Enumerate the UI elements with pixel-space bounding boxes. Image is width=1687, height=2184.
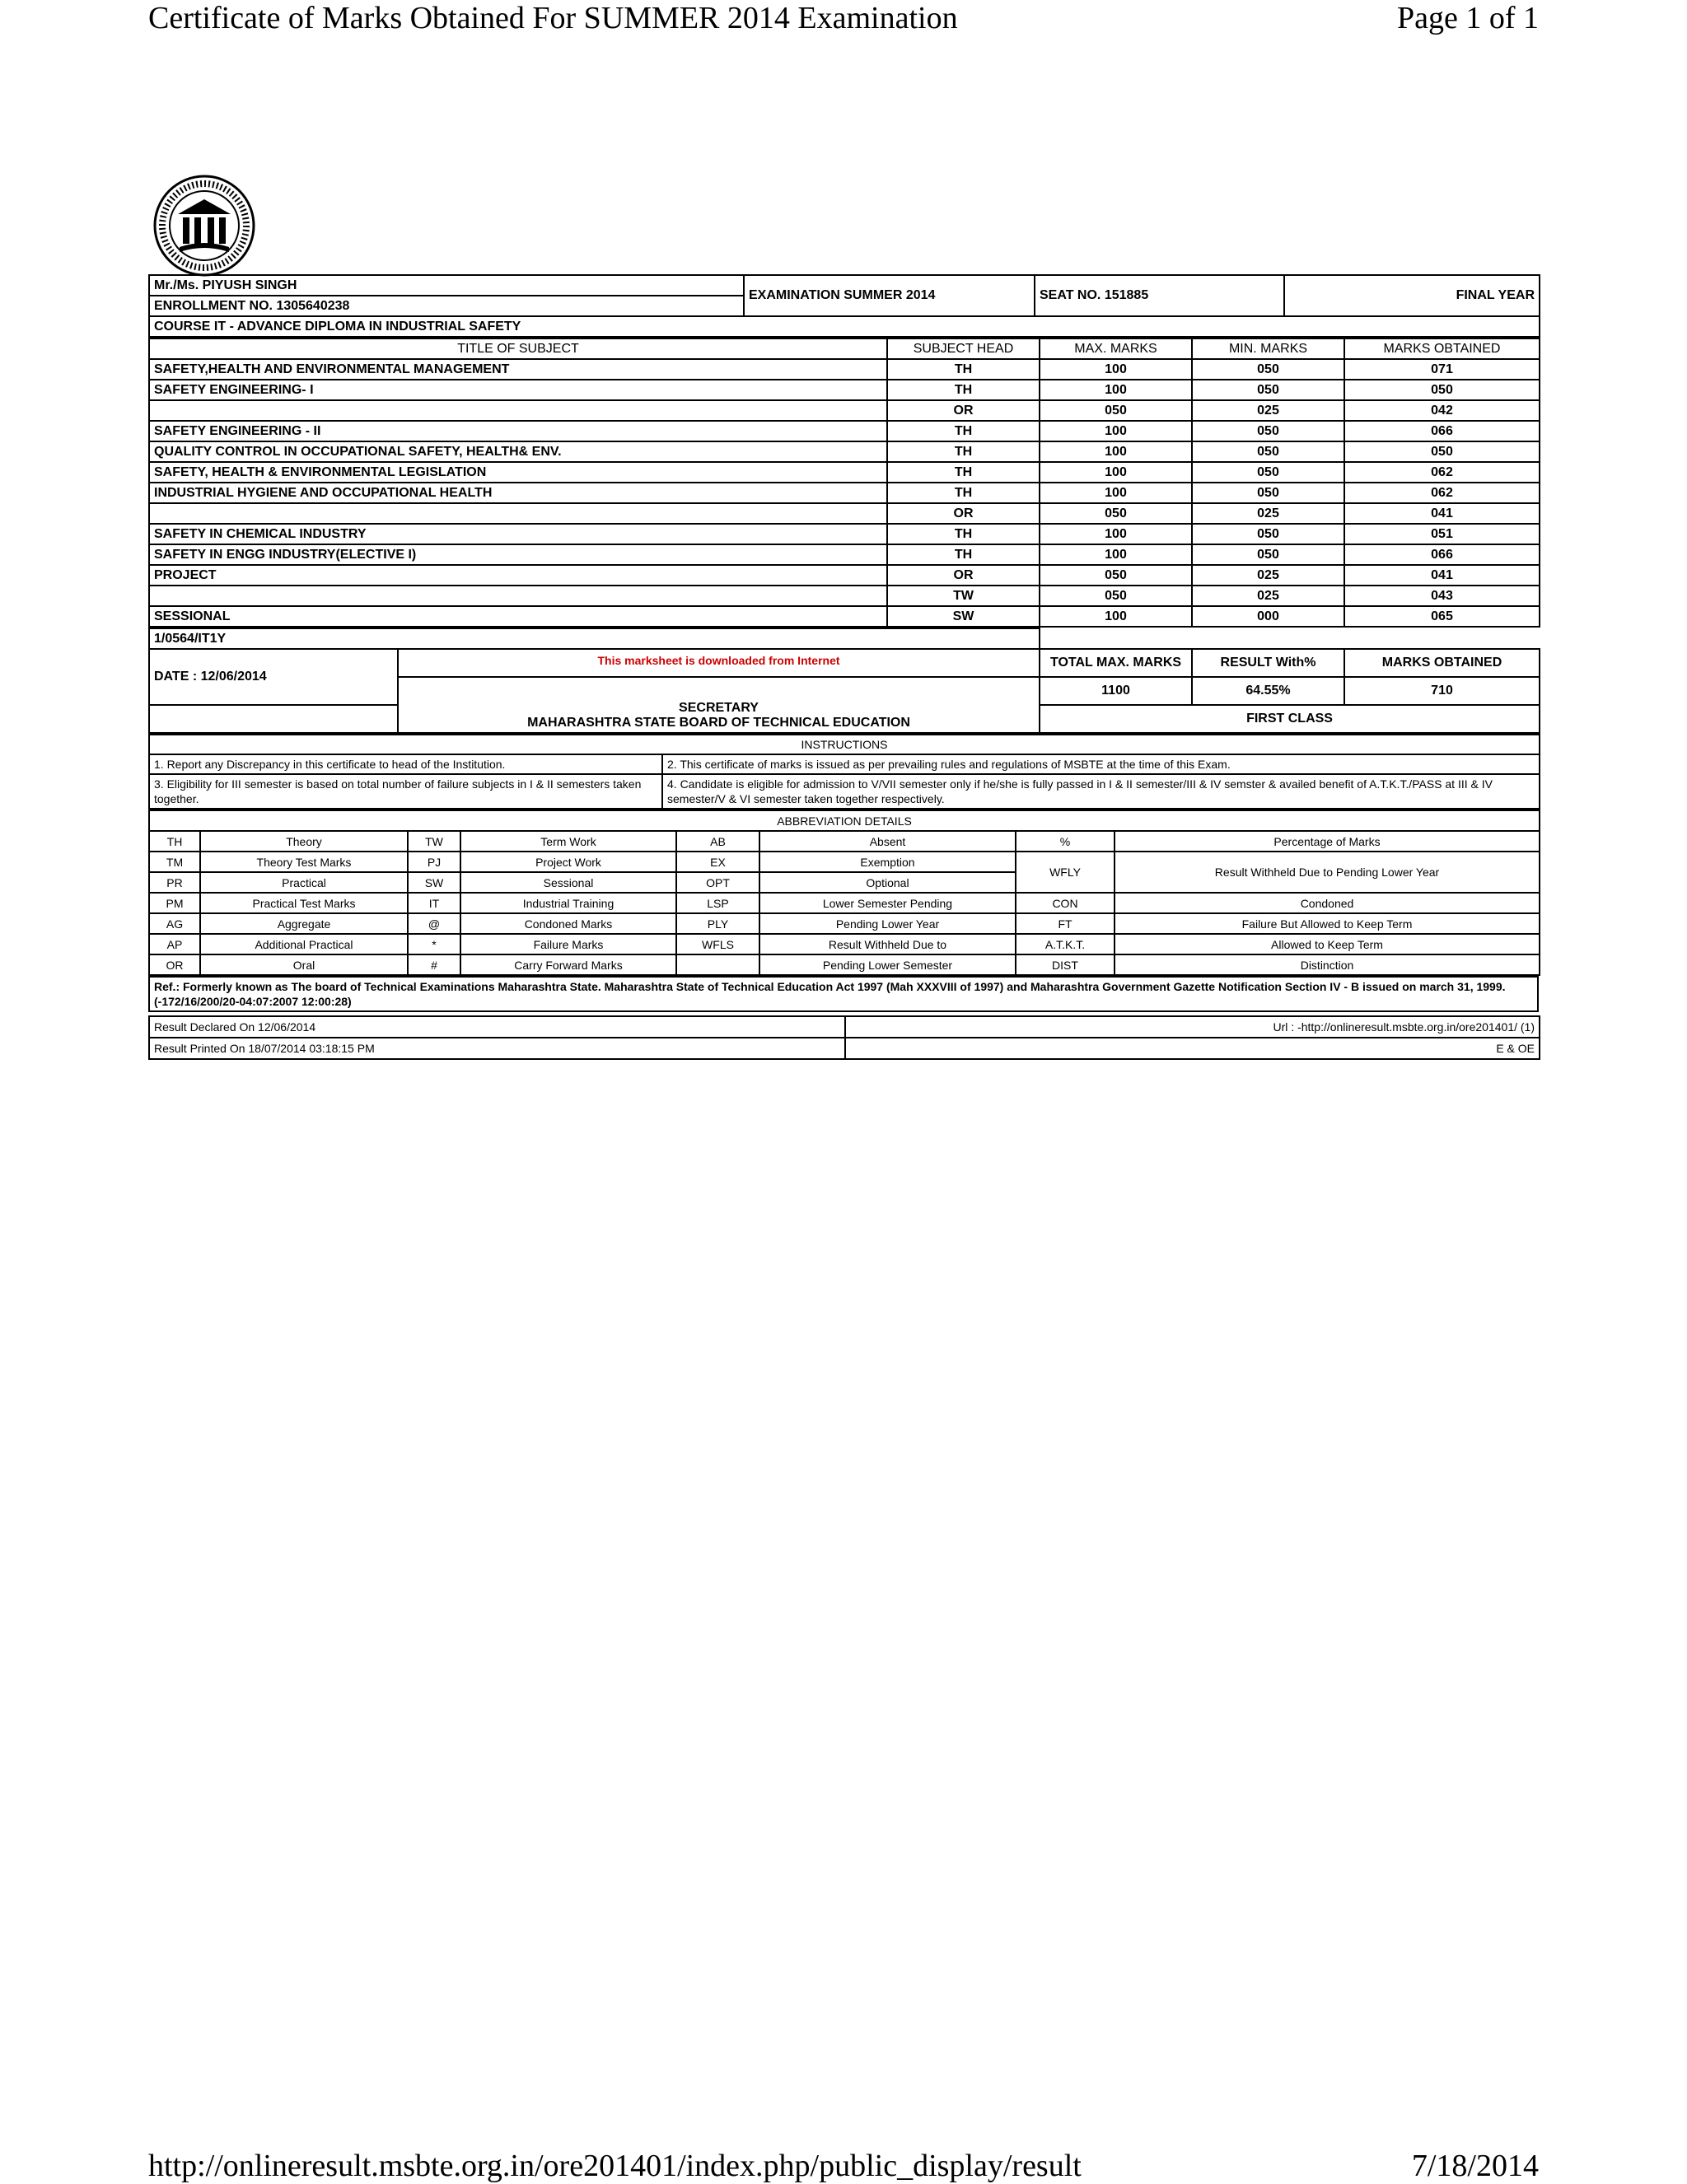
max-marks: 100	[1040, 606, 1192, 627]
abbr-meaning: Lower Semester Pending	[759, 893, 1016, 913]
abbr-meaning: Result Withheld Due to Pending Lower Year	[1115, 852, 1540, 893]
min-marks: 025	[1192, 565, 1344, 586]
instruction-2: 2. This certificate of marks is issued as per prevailing rules and regulations of MSBTE at the time of this Exam.	[662, 754, 1540, 774]
subject-head: TW	[887, 586, 1040, 606]
course: COURSE IT - ADVANCE DIPLOMA IN INDUSTRIAL SAFETY	[149, 316, 1540, 337]
subject-head: OR	[887, 565, 1040, 586]
abbr-meaning: Industrial Training	[460, 893, 676, 913]
marks-row	[149, 586, 1540, 606]
marks-obtained: 066	[1344, 421, 1540, 441]
errors-omissions: E & OE	[845, 1038, 1540, 1059]
subject-title: INDUSTRIAL HYGIENE AND OCCUPATIONAL HEALTH	[149, 483, 887, 503]
max-marks: 100	[1040, 524, 1192, 544]
abbr-code: PLY	[676, 913, 759, 934]
max-marks: 100	[1040, 441, 1192, 462]
marks-obtained: 041	[1344, 565, 1540, 586]
abbreviation-row	[149, 934, 1540, 954]
year: FINAL YEAR	[1284, 275, 1540, 316]
marks-row	[149, 544, 1540, 565]
abbr-code: CON	[1016, 893, 1115, 913]
min-marks: 050	[1192, 524, 1344, 544]
marks-obtained: 041	[1344, 503, 1540, 524]
abbr-code: @	[408, 913, 460, 934]
abbr-code: AG	[149, 913, 200, 934]
abbr-meaning: Carry Forward Marks	[460, 954, 676, 975]
marks-obtained: 065	[1344, 606, 1540, 627]
marks-obtained: 050	[1344, 380, 1540, 400]
abbr-code: IT	[408, 893, 460, 913]
marksheet	[148, 274, 1539, 1060]
marks-obtained: 071	[1344, 359, 1540, 380]
subject-head: TH	[887, 483, 1040, 503]
abbreviation-row	[149, 913, 1540, 934]
examination: EXAMINATION SUMMER 2014	[744, 275, 1035, 316]
abbr-meaning: Sessional	[460, 872, 676, 893]
abbr-meaning: Oral	[200, 954, 408, 975]
msbte-seal-logo	[153, 175, 255, 277]
instruction-1: 1. Report any Discrepancy in this certificate to head of the Institution.	[149, 754, 662, 774]
subject-head: TH	[887, 462, 1040, 483]
subject-title: SAFETY, HEALTH & ENVIRONMENTAL LEGISLATION	[149, 462, 887, 483]
abbr-code: EX	[676, 852, 759, 872]
abbr-meaning: Result Withheld Due to	[759, 934, 1016, 954]
instructions-title: INSTRUCTIONS	[149, 735, 1540, 754]
abbr-meaning: Exemption	[759, 852, 1016, 872]
abbr-meaning: Optional	[759, 872, 1016, 893]
browser-page-title: Certificate of Marks Obtained For SUMMER 2014 Examination	[148, 1, 958, 35]
max-marks: 050	[1040, 565, 1192, 586]
abbr-meaning: Theory	[200, 831, 408, 852]
abbr-code: %	[1016, 831, 1115, 852]
student-name: Mr./Ms. PIYUSH SINGH	[149, 275, 744, 296]
result-percent-label: RESULT With%	[1192, 649, 1344, 677]
header-title: TITLE OF SUBJECT	[149, 338, 887, 359]
abbr-code: FT	[1016, 913, 1115, 934]
max-marks: 100	[1040, 421, 1192, 441]
instruction-4: 4. Candidate is eligible for admission to V/VII semester only if he/she is fully passed in I & II semester/III & IV semster & availed benefit of A.T.K.T./PASS at III & IV semester/V & VI semester taken together respectively.	[662, 774, 1540, 809]
min-marks: 050	[1192, 441, 1344, 462]
print-date: 7/18/2014	[1411, 2149, 1539, 2183]
browser-url: http://onlineresult.msbte.org.in/ore201401/index.php/public_display/result	[148, 2149, 1082, 2183]
max-marks: 050	[1040, 503, 1192, 524]
abbr-meaning: Percentage of Marks	[1115, 831, 1540, 852]
abbr-code: WFLY	[1016, 852, 1115, 893]
abbr-meaning: Term Work	[460, 831, 676, 852]
abbr-code: *	[408, 934, 460, 954]
min-marks: 050	[1192, 462, 1344, 483]
marks-obtained: 043	[1344, 586, 1540, 606]
subject-head: SW	[887, 606, 1040, 627]
marks-row	[149, 359, 1540, 380]
abbr-meaning: Condoned	[1115, 893, 1540, 913]
marks-obtained-label: MARKS OBTAINED	[1344, 649, 1540, 677]
abbr-code: #	[408, 954, 460, 975]
abbreviation-table	[148, 810, 1540, 976]
marks-obtained: 066	[1344, 544, 1540, 565]
abbr-meaning: Allowed to Keep Term	[1115, 934, 1540, 954]
subject-head: TH	[887, 441, 1040, 462]
subject-head: TH	[887, 544, 1040, 565]
max-marks: 050	[1040, 400, 1192, 421]
board-name: MAHARASHTRA STATE BOARD OF TECHNICAL EDUCATION	[527, 716, 910, 730]
abbreviation-row	[149, 954, 1540, 975]
abbreviation-title: ABBREVIATION DETAILS	[149, 810, 1540, 831]
subject-head: TH	[887, 524, 1040, 544]
abbr-code	[676, 954, 759, 975]
abbr-meaning: Additional Practical	[200, 934, 408, 954]
marks-obtained: 051	[1344, 524, 1540, 544]
abbr-code: AP	[149, 934, 200, 954]
header-max: MAX. MARKS	[1040, 338, 1192, 359]
min-marks: 050	[1192, 359, 1344, 380]
subject-title	[149, 400, 887, 421]
marks-row	[149, 503, 1540, 524]
secretary-label: SECRETARY	[679, 701, 759, 715]
abbr-code: PR	[149, 872, 200, 893]
max-marks: 100	[1040, 359, 1192, 380]
subject-head: OR	[887, 503, 1040, 524]
marks-obtained: 042	[1344, 400, 1540, 421]
marks-row	[149, 524, 1540, 544]
max-marks: 100	[1040, 544, 1192, 565]
abbr-meaning: Practical Test Marks	[200, 893, 408, 913]
marks-row	[149, 380, 1540, 400]
abbr-code: SW	[408, 872, 460, 893]
header-min: MIN. MARKS	[1192, 338, 1344, 359]
abbreviation-row	[149, 831, 1540, 852]
abbr-meaning: Aggregate	[200, 913, 408, 934]
abbr-meaning: Failure Marks	[460, 934, 676, 954]
subject-head: TH	[887, 421, 1040, 441]
abbr-meaning: Project Work	[460, 852, 676, 872]
min-marks: 000	[1192, 606, 1344, 627]
max-marks: 100	[1040, 483, 1192, 503]
marks-table	[148, 338, 1540, 628]
subject-title: SAFETY,HEALTH AND ENVIRONMENTAL MANAGEMENT	[149, 359, 887, 380]
min-marks: 050	[1192, 421, 1344, 441]
abbr-code: OPT	[676, 872, 759, 893]
marks-obtained: 062	[1344, 462, 1540, 483]
subject-title	[149, 586, 887, 606]
result-declared: Result Declared On 12/06/2014	[149, 1016, 845, 1038]
instructions-table	[148, 734, 1540, 810]
marks-row	[149, 441, 1540, 462]
abbr-meaning: Practical	[200, 872, 408, 893]
result-date: DATE : 12/06/2014	[149, 649, 398, 705]
subject-title: SAFETY IN ENGG INDUSTRY(ELECTIVE I)	[149, 544, 887, 565]
abbr-code: OR	[149, 954, 200, 975]
max-marks: 100	[1040, 380, 1192, 400]
summary-table	[148, 628, 1540, 734]
abbr-code: DIST	[1016, 954, 1115, 975]
subject-title	[149, 503, 887, 524]
abbr-meaning: Condoned Marks	[460, 913, 676, 934]
reference-table	[148, 976, 1539, 1012]
result-url: Url : -http://onlineresult.msbte.org.in/ore201401/ (1)	[845, 1016, 1540, 1038]
total-marks-obtained: 710	[1344, 677, 1540, 705]
reference-note: Ref.: Formerly known as The board of Technical Examinations Maharashtra State. Maharashtra State of Technical Education Act 1997 (Mah XXXVIII of 1997) and Maharashtra Government Gazette Notification Section IV - B issued on march 31, 1999. (-172/16/200/20-04:07:2007 12:00:28)	[149, 977, 1538, 1011]
min-marks: 050	[1192, 483, 1344, 503]
page-number: Page 1 of 1	[1396, 1, 1539, 35]
abbr-meaning: Failure But Allowed to Keep Term	[1115, 913, 1540, 934]
abbr-code: TW	[408, 831, 460, 852]
enrollment-number: ENROLLMENT NO. 1305640238	[149, 296, 744, 316]
marks-row	[149, 606, 1540, 627]
subject-title: SAFETY ENGINEERING - II	[149, 421, 887, 441]
marks-row	[149, 400, 1540, 421]
subject-title: QUALITY CONTROL IN OCCUPATIONAL SAFETY, HEALTH& ENV.	[149, 441, 887, 462]
marks-obtained: 050	[1344, 441, 1540, 462]
marks-row	[149, 462, 1540, 483]
total-max-marks: 1100	[1040, 677, 1192, 705]
abbr-code: TM	[149, 852, 200, 872]
download-notice: This marksheet is downloaded from Internet	[398, 649, 1040, 677]
subject-title: SAFETY IN CHEMICAL INDUSTRY	[149, 524, 887, 544]
min-marks: 025	[1192, 586, 1344, 606]
abbr-meaning: Pending Lower Year	[759, 913, 1016, 934]
abbr-code: LSP	[676, 893, 759, 913]
abbr-meaning: Pending Lower Semester	[759, 954, 1016, 975]
header-obtained: MARKS OBTAINED	[1344, 338, 1540, 359]
abbr-code: WFLS	[676, 934, 759, 954]
abbr-meaning: Distinction	[1115, 954, 1540, 975]
seat-number: SEAT NO. 151885	[1035, 275, 1284, 316]
student-info-table	[148, 274, 1540, 338]
total-max-label: TOTAL MAX. MARKS	[1040, 649, 1192, 677]
min-marks: 050	[1192, 380, 1344, 400]
result-percent: 64.55%	[1192, 677, 1344, 705]
abbr-code: TH	[149, 831, 200, 852]
subject-head: TH	[887, 359, 1040, 380]
header-head: SUBJECT HEAD	[887, 338, 1040, 359]
max-marks: 050	[1040, 586, 1192, 606]
date-spacer	[149, 705, 398, 733]
min-marks: 025	[1192, 400, 1344, 421]
signatory	[398, 677, 1040, 733]
instruction-3: 3. Eligibility for III semester is based on total number of failure subjects in I & II semesters taken together.	[149, 774, 662, 809]
result-footer-table	[148, 1015, 1540, 1060]
marks-obtained: 062	[1344, 483, 1540, 503]
abbr-meaning: Absent	[759, 831, 1016, 852]
min-marks: 050	[1192, 544, 1344, 565]
abbr-code: AB	[676, 831, 759, 852]
abbreviation-row	[149, 893, 1540, 913]
abbr-code: PJ	[408, 852, 460, 872]
marks-row	[149, 483, 1540, 503]
marks-row	[149, 421, 1540, 441]
result-code: 1/0564/IT1Y	[149, 628, 1040, 649]
subject-head: TH	[887, 380, 1040, 400]
subject-title: PROJECT	[149, 565, 887, 586]
abbr-code: PM	[149, 893, 200, 913]
subject-title: SESSIONAL	[149, 606, 887, 627]
max-marks: 100	[1040, 462, 1192, 483]
result-class: FIRST CLASS	[1040, 705, 1540, 733]
summary-spacer	[1040, 628, 1540, 649]
subject-title: SAFETY ENGINEERING- I	[149, 380, 887, 400]
abbr-code: A.T.K.T.	[1016, 934, 1115, 954]
marks-header-row	[149, 338, 1540, 359]
marks-row	[149, 565, 1540, 586]
abbr-meaning: Theory Test Marks	[200, 852, 408, 872]
subject-head: OR	[887, 400, 1040, 421]
result-printed: Result Printed On 18/07/2014 03:18:15 PM	[149, 1038, 845, 1059]
abbreviation-row	[149, 852, 1540, 872]
min-marks: 025	[1192, 503, 1344, 524]
